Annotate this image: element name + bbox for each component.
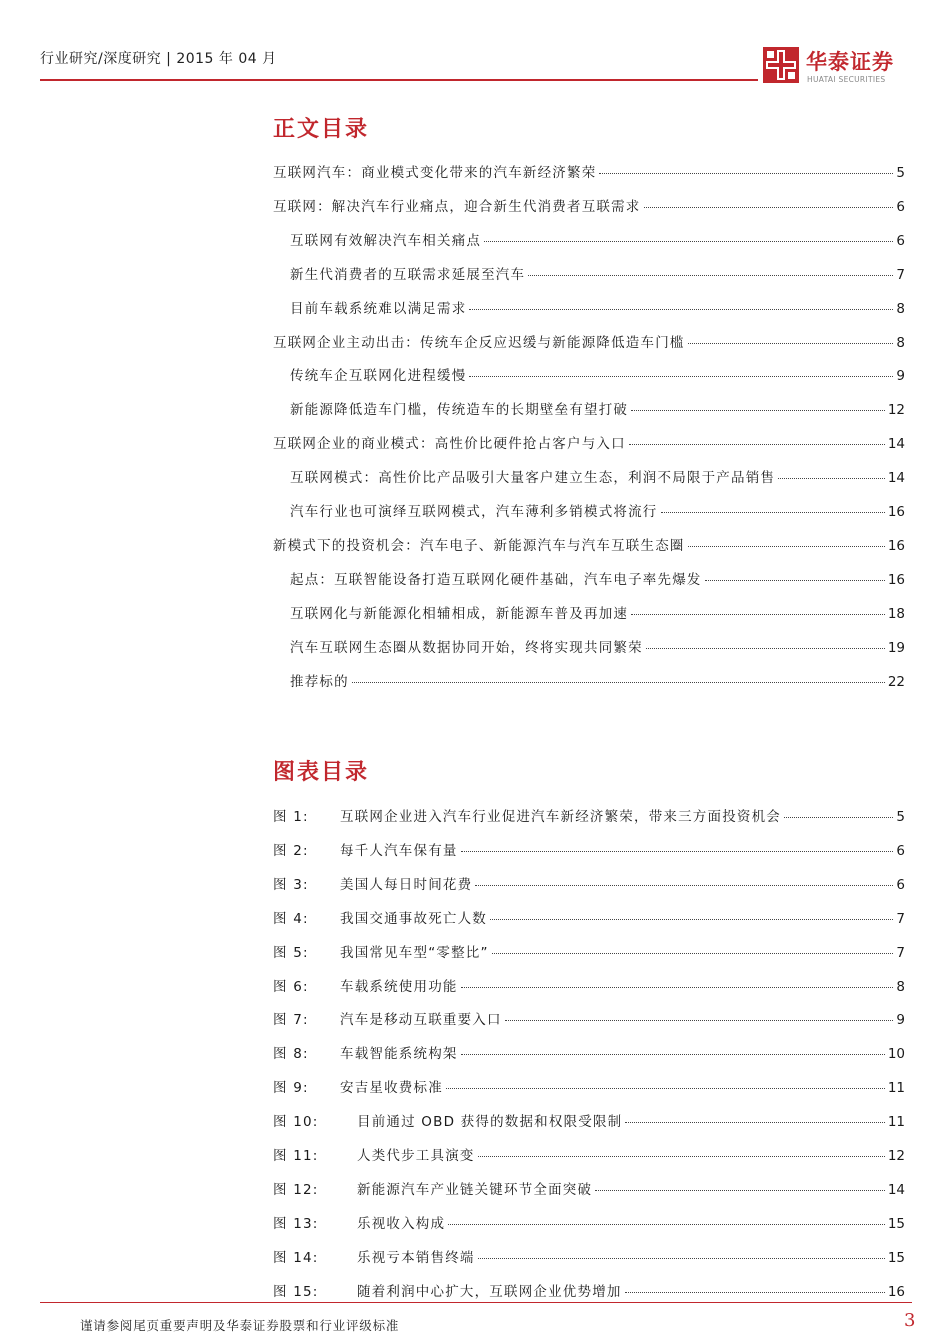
toc-entry-page: 22 xyxy=(887,673,905,690)
toc-entry-label: 传统车企互联网化进程缓慢 xyxy=(290,368,467,385)
figure-entry[interactable] xyxy=(273,1212,905,1232)
toc-entry-page: 16 xyxy=(887,571,905,588)
figure-entry-number: 图 15: xyxy=(273,1283,319,1300)
dot-leader xyxy=(352,682,885,683)
dot-leader xyxy=(705,580,885,581)
toc-entry[interactable] xyxy=(290,500,905,520)
header-divider xyxy=(40,79,758,81)
figure-entry-page: 8 xyxy=(896,978,905,995)
toc-entry[interactable] xyxy=(273,161,905,181)
figure-entry-number: 图 5: xyxy=(273,944,309,961)
toc-entry-page: 19 xyxy=(887,639,905,656)
dot-leader xyxy=(475,885,893,886)
figure-entry-page: 15 xyxy=(887,1215,905,1232)
toc-entry-page: 6 xyxy=(896,232,905,249)
dot-leader xyxy=(505,1020,894,1021)
toc-entry-page: 14 xyxy=(887,436,905,453)
figure-entry[interactable] xyxy=(273,805,905,825)
dot-leader xyxy=(492,953,894,954)
figure-entry[interactable] xyxy=(273,1280,905,1300)
toc-entry[interactable] xyxy=(290,636,905,656)
figure-entry-page: 16 xyxy=(887,1283,905,1300)
dot-leader xyxy=(461,851,894,852)
figure-entry-label: 汽车是移动互联重要入口 xyxy=(340,1012,502,1029)
toc-entry-page: 14 xyxy=(887,470,905,487)
dot-leader xyxy=(629,444,885,445)
footer-divider xyxy=(40,1302,912,1303)
toc-entry-label: 推荐标的 xyxy=(290,673,349,690)
toc-entry[interactable] xyxy=(290,602,905,622)
figure-entry[interactable] xyxy=(273,839,905,859)
dot-leader xyxy=(778,478,885,479)
toc-entry[interactable] xyxy=(290,364,905,384)
toc-entry-label: 新模式下的投资机会：汽车电子、新能源汽车与汽车互联生态圈 xyxy=(273,537,685,554)
toc-entry-label: 起点：互联智能设备打造互联网化硬件基础，汽车电子率先爆发 xyxy=(290,571,702,588)
figure-entry-number: 图 11: xyxy=(273,1148,319,1164)
figure-entry-label: 乐视收入构成 xyxy=(357,1215,446,1232)
dot-leader xyxy=(484,241,893,242)
figure-entry-label: 互联网企业进入汽车行业促进汽车新经济繁荣，带来三方面投资机会 xyxy=(340,809,781,825)
figure-entry-number: 图 1: xyxy=(273,809,309,825)
figure-entry-label: 随着利润中心扩大，互联网企业优势增加 xyxy=(357,1283,622,1300)
toc-entry-page: 8 xyxy=(896,300,905,317)
figure-entry-label: 车载系统使用功能 xyxy=(340,978,458,995)
toc-entry-label: 互联网化与新能源化相辅相成，新能源车普及再加速 xyxy=(290,605,629,622)
toc-entry-page: 18 xyxy=(887,605,905,622)
figure-entry-page: 6 xyxy=(896,876,905,893)
toc-title: 正文目录 xyxy=(273,117,370,142)
figures-title: 图表目录 xyxy=(273,760,370,785)
figure-entry-page: 7 xyxy=(896,910,905,927)
toc-entry-label: 互联网有效解决汽车相关痛点 xyxy=(290,232,482,249)
dot-leader xyxy=(448,1224,885,1225)
dot-leader xyxy=(599,173,893,174)
figure-entry-label: 车载智能系统构架 xyxy=(340,1046,458,1063)
figure-entry[interactable] xyxy=(273,873,905,893)
figure-entry-number: 图 12: xyxy=(273,1181,319,1198)
figure-entry[interactable] xyxy=(273,941,905,961)
toc-entry-label: 互联网企业主动出击：传统车企反应迟缓与新能源降低造车门槛 xyxy=(273,334,685,351)
dot-leader xyxy=(688,343,894,344)
toc-entry-label: 新能源降低造车门槛，传统造车的长期壁垒有望打破 xyxy=(290,402,629,419)
dot-leader xyxy=(490,919,893,920)
toc-entry[interactable] xyxy=(290,670,905,690)
footer-disclaimer: 谨请参阅尾页重要声明及华泰证券股票和行业评级标准 xyxy=(80,1318,400,1333)
toc-entry[interactable] xyxy=(273,432,905,452)
toc-entry-page: 16 xyxy=(887,504,905,520)
toc-entry-label: 互联网企业的商业模式：高性价比硬件抢占客户与入口 xyxy=(273,436,626,453)
figure-entry-page: 5 xyxy=(896,809,905,825)
dot-leader xyxy=(446,1088,885,1089)
huatai-logo-icon xyxy=(762,46,800,84)
dot-leader xyxy=(461,1054,885,1055)
figure-entry-label: 安吉星收费标准 xyxy=(340,1080,443,1097)
figure-entry-number: 图 6: xyxy=(273,978,309,995)
figure-entry[interactable] xyxy=(273,1144,905,1164)
toc-entry-label: 新生代消费者的互联需求延展至汽车 xyxy=(290,266,526,283)
dot-leader xyxy=(469,376,893,377)
toc-entry-label: 互联网：解决汽车行业痛点，迎合新生代消费者互联需求 xyxy=(273,198,641,215)
figure-entry-number: 图 14: xyxy=(273,1249,319,1266)
figure-entry-page: 9 xyxy=(896,1012,905,1029)
logo-chinese-name: 华泰证券 xyxy=(806,50,894,74)
toc-entry-label: 汽车互联网生态圈从数据协同开始，终将实现共同繁荣 xyxy=(290,639,643,656)
toc-entry-page: 9 xyxy=(896,368,905,385)
figure-entry-number: 图 2: xyxy=(273,842,309,859)
toc-entry-page: 16 xyxy=(887,537,905,554)
dot-leader xyxy=(528,275,893,276)
figure-entry[interactable] xyxy=(273,1178,905,1198)
toc-entry-page: 7 xyxy=(896,266,905,283)
figure-entry-number: 图 10: xyxy=(273,1114,319,1131)
dot-leader xyxy=(644,207,894,208)
figure-entry[interactable] xyxy=(273,907,905,927)
dot-leader xyxy=(625,1292,885,1293)
dot-leader xyxy=(661,512,885,513)
toc-entry-page: 5 xyxy=(896,165,905,181)
figure-entry-number: 图 3: xyxy=(273,876,309,893)
figure-entry-label: 我国交通事故死亡人数 xyxy=(340,910,487,927)
figure-entry-label: 每千人汽车保有量 xyxy=(340,842,458,859)
dot-leader xyxy=(478,1258,885,1259)
figure-entry-number: 图 4: xyxy=(273,910,309,927)
toc-entry[interactable] xyxy=(290,398,905,418)
toc-entry-label: 互联网汽车：商业模式变化带来的汽车新经济繁荣 xyxy=(273,165,597,181)
figure-entry-number: 图 9: xyxy=(273,1080,309,1097)
toc-entry-label: 汽车行业也可演绎互联网模式，汽车薄利多销模式将流行 xyxy=(290,504,658,520)
dot-leader xyxy=(688,546,885,547)
dot-leader xyxy=(461,987,894,988)
figure-entry-number: 图 8: xyxy=(273,1046,309,1063)
toc-entry[interactable] xyxy=(290,568,905,588)
company-logo xyxy=(762,44,912,90)
figure-entry[interactable] xyxy=(273,1246,905,1266)
dot-leader xyxy=(625,1122,884,1123)
logo-english-name: HUATAI SECURITIES xyxy=(807,75,886,84)
toc-entry-label: 互联网模式：高性价比产品吸引大量客户建立生态，利润不局限于产品销售 xyxy=(290,470,776,487)
toc-entry[interactable] xyxy=(290,263,905,283)
toc-entry[interactable] xyxy=(290,229,905,249)
dot-leader xyxy=(478,1156,885,1157)
dot-leader xyxy=(595,1190,885,1191)
dot-leader xyxy=(469,309,893,310)
figure-entry-number: 图 7: xyxy=(273,1012,309,1029)
figure-entry-page: 7 xyxy=(896,944,905,961)
toc-entry[interactable] xyxy=(290,466,905,486)
figure-entry-page: 12 xyxy=(887,1148,905,1164)
dot-leader xyxy=(631,410,885,411)
figure-entry-page: 6 xyxy=(896,842,905,859)
figure-entry[interactable] xyxy=(273,1042,905,1062)
header-text: 行业研究/深度研究 | 2015 年 04 月 xyxy=(40,51,277,67)
dot-leader xyxy=(631,614,885,615)
figure-entry-label: 我国常见车型“零整比” xyxy=(340,944,489,961)
toc-entry[interactable] xyxy=(273,331,905,351)
toc-entry-page: 8 xyxy=(896,334,905,351)
figure-entry[interactable] xyxy=(273,975,905,995)
figure-entry[interactable] xyxy=(273,1076,905,1096)
figure-entry-label: 人类代步工具演变 xyxy=(357,1148,475,1164)
toc-entry[interactable] xyxy=(290,297,905,317)
figure-entry[interactable] xyxy=(273,1008,905,1028)
toc-entry-label: 目前车载系统难以满足需求 xyxy=(290,300,467,317)
dot-leader xyxy=(784,817,893,818)
toc-entry-page: 12 xyxy=(887,402,905,419)
figure-entry-page: 11 xyxy=(887,1080,905,1097)
figure-entry-page: 15 xyxy=(887,1249,905,1266)
figure-entry-label: 目前通过 OBD 获得的数据和权限受限制 xyxy=(357,1114,623,1131)
figure-entry-label: 乐视亏本销售终端 xyxy=(357,1249,475,1266)
page-number: 3 xyxy=(904,1310,916,1331)
toc-entry[interactable] xyxy=(273,534,905,554)
figure-entry-number: 图 13: xyxy=(273,1215,319,1232)
figure-entry-label: 新能源汽车产业链关键环节全面突破 xyxy=(357,1181,593,1198)
figure-entry-page: 11 xyxy=(887,1114,905,1131)
figure-entry-page: 14 xyxy=(887,1181,905,1198)
toc-entry[interactable] xyxy=(273,195,905,215)
toc-entry-page: 6 xyxy=(896,198,905,215)
figure-entry-page: 10 xyxy=(887,1046,905,1063)
dot-leader xyxy=(646,648,885,649)
figure-entry-label: 美国人每日时间花费 xyxy=(340,876,473,893)
figure-entry[interactable] xyxy=(273,1110,905,1130)
